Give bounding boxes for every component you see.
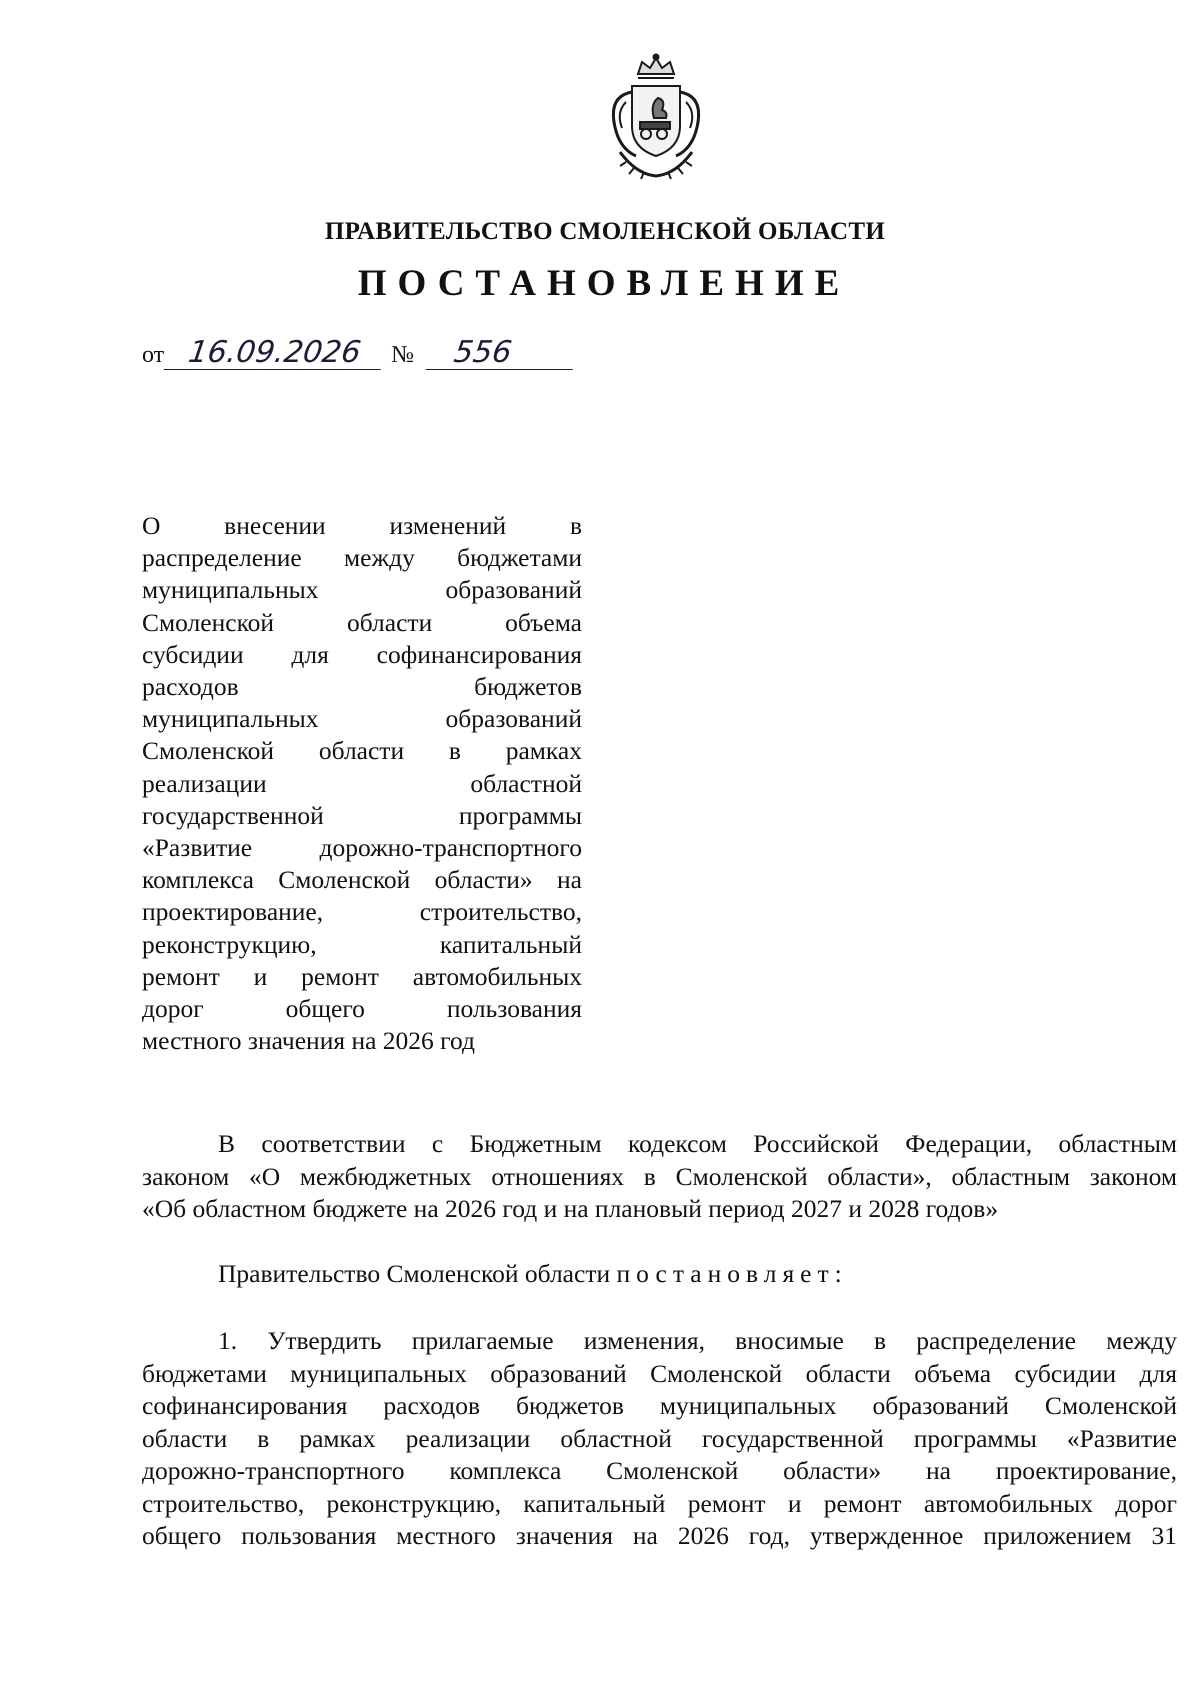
paragraph-line: общего пользования местного значения на 2026 год, утвержденное приложением 31: [142, 1521, 1177, 1550]
document-subject: [142, 510, 582, 1057]
paragraph-line: строительство, реконструкцию, капитальный ремонт и ремонт автомобильных дорог: [142, 1488, 1177, 1518]
subject-line: Смоленской области объема: [142, 607, 582, 637]
subject-line: муниципальных образований: [142, 704, 582, 734]
subject-line: местного значения на 2026 год: [142, 1026, 475, 1056]
item-1-paragraph: [142, 1325, 1177, 1553]
subject-line: реализации областной: [142, 768, 582, 798]
document-type: ПОСТАНОВЛЕНИЕ: [357, 263, 851, 304]
number-label: №: [391, 342, 415, 368]
paragraph-line: 1. Утвердить прилагаемые изменения, вносимые в распределение между: [218, 1326, 1177, 1355]
document-requisites: [142, 330, 575, 370]
paragraph-line: дорожно-транспортного комплекса Смоленской области» на проектирование,: [142, 1456, 1177, 1485]
paragraph-line: В соответствии с Бюджетным кодексом Российской Федерации, областным: [218, 1129, 1177, 1158]
date-label: от: [142, 342, 165, 368]
subject-line: расходов бюджетов: [142, 672, 582, 702]
subject-line: «Развитие дорожно-транспортного: [142, 833, 582, 863]
subject-line: распределение между бюджетами: [142, 543, 582, 573]
resolves-paragraph: [142, 1258, 1177, 1291]
subject-line: проектирование, строительство,: [142, 897, 582, 927]
handwritten-number: 556: [426, 337, 578, 370]
subject-line: О внесении изменений в: [142, 511, 582, 540]
subject-line: Смоленской области в рамках: [142, 736, 582, 766]
handwritten-date: 16.09.2026: [164, 337, 386, 370]
smolensk-coat-of-arms-icon: [596, 52, 716, 184]
subject-line: субсидии для софинансирования: [142, 639, 582, 669]
subject-line: дорог общего пользования: [142, 994, 582, 1024]
paragraph-line: законом «О межбюджетных отношениях в Смоленской области», областным законом: [142, 1161, 1177, 1191]
paragraph-line: области в рамках реализации областной государственной программы «Развитие: [142, 1423, 1177, 1453]
subject-line: ремонт и ремонт автомобильных: [142, 961, 582, 991]
paragraph-line: «Об областном бюджете на 2026 год и на плановый период 2027 и 2028 годов»: [142, 1194, 999, 1223]
subject-line: комплекса Смоленской области» на: [142, 865, 582, 895]
subject-line: муниципальных образований: [142, 575, 582, 605]
paragraph-line: бюджетами муниципальных образований Смоленской области объема субсидии для: [142, 1358, 1177, 1388]
paragraph-line: софинансирования расходов бюджетов муниципальных образований Смоленской: [142, 1391, 1177, 1420]
resolves-word: постановляет:: [616, 1259, 848, 1288]
subject-line: государственной программы: [142, 800, 582, 830]
subject-line: реконструкцию, капитальный: [142, 929, 582, 959]
resolves-subject: Правительство Смоленской области: [218, 1259, 611, 1288]
organization-name: ПРАВИТЕЛЬСТВО СМОЛЕНСКОЙ ОБЛАСТИ: [324, 218, 886, 245]
legal-basis-paragraph: [142, 1128, 1177, 1226]
